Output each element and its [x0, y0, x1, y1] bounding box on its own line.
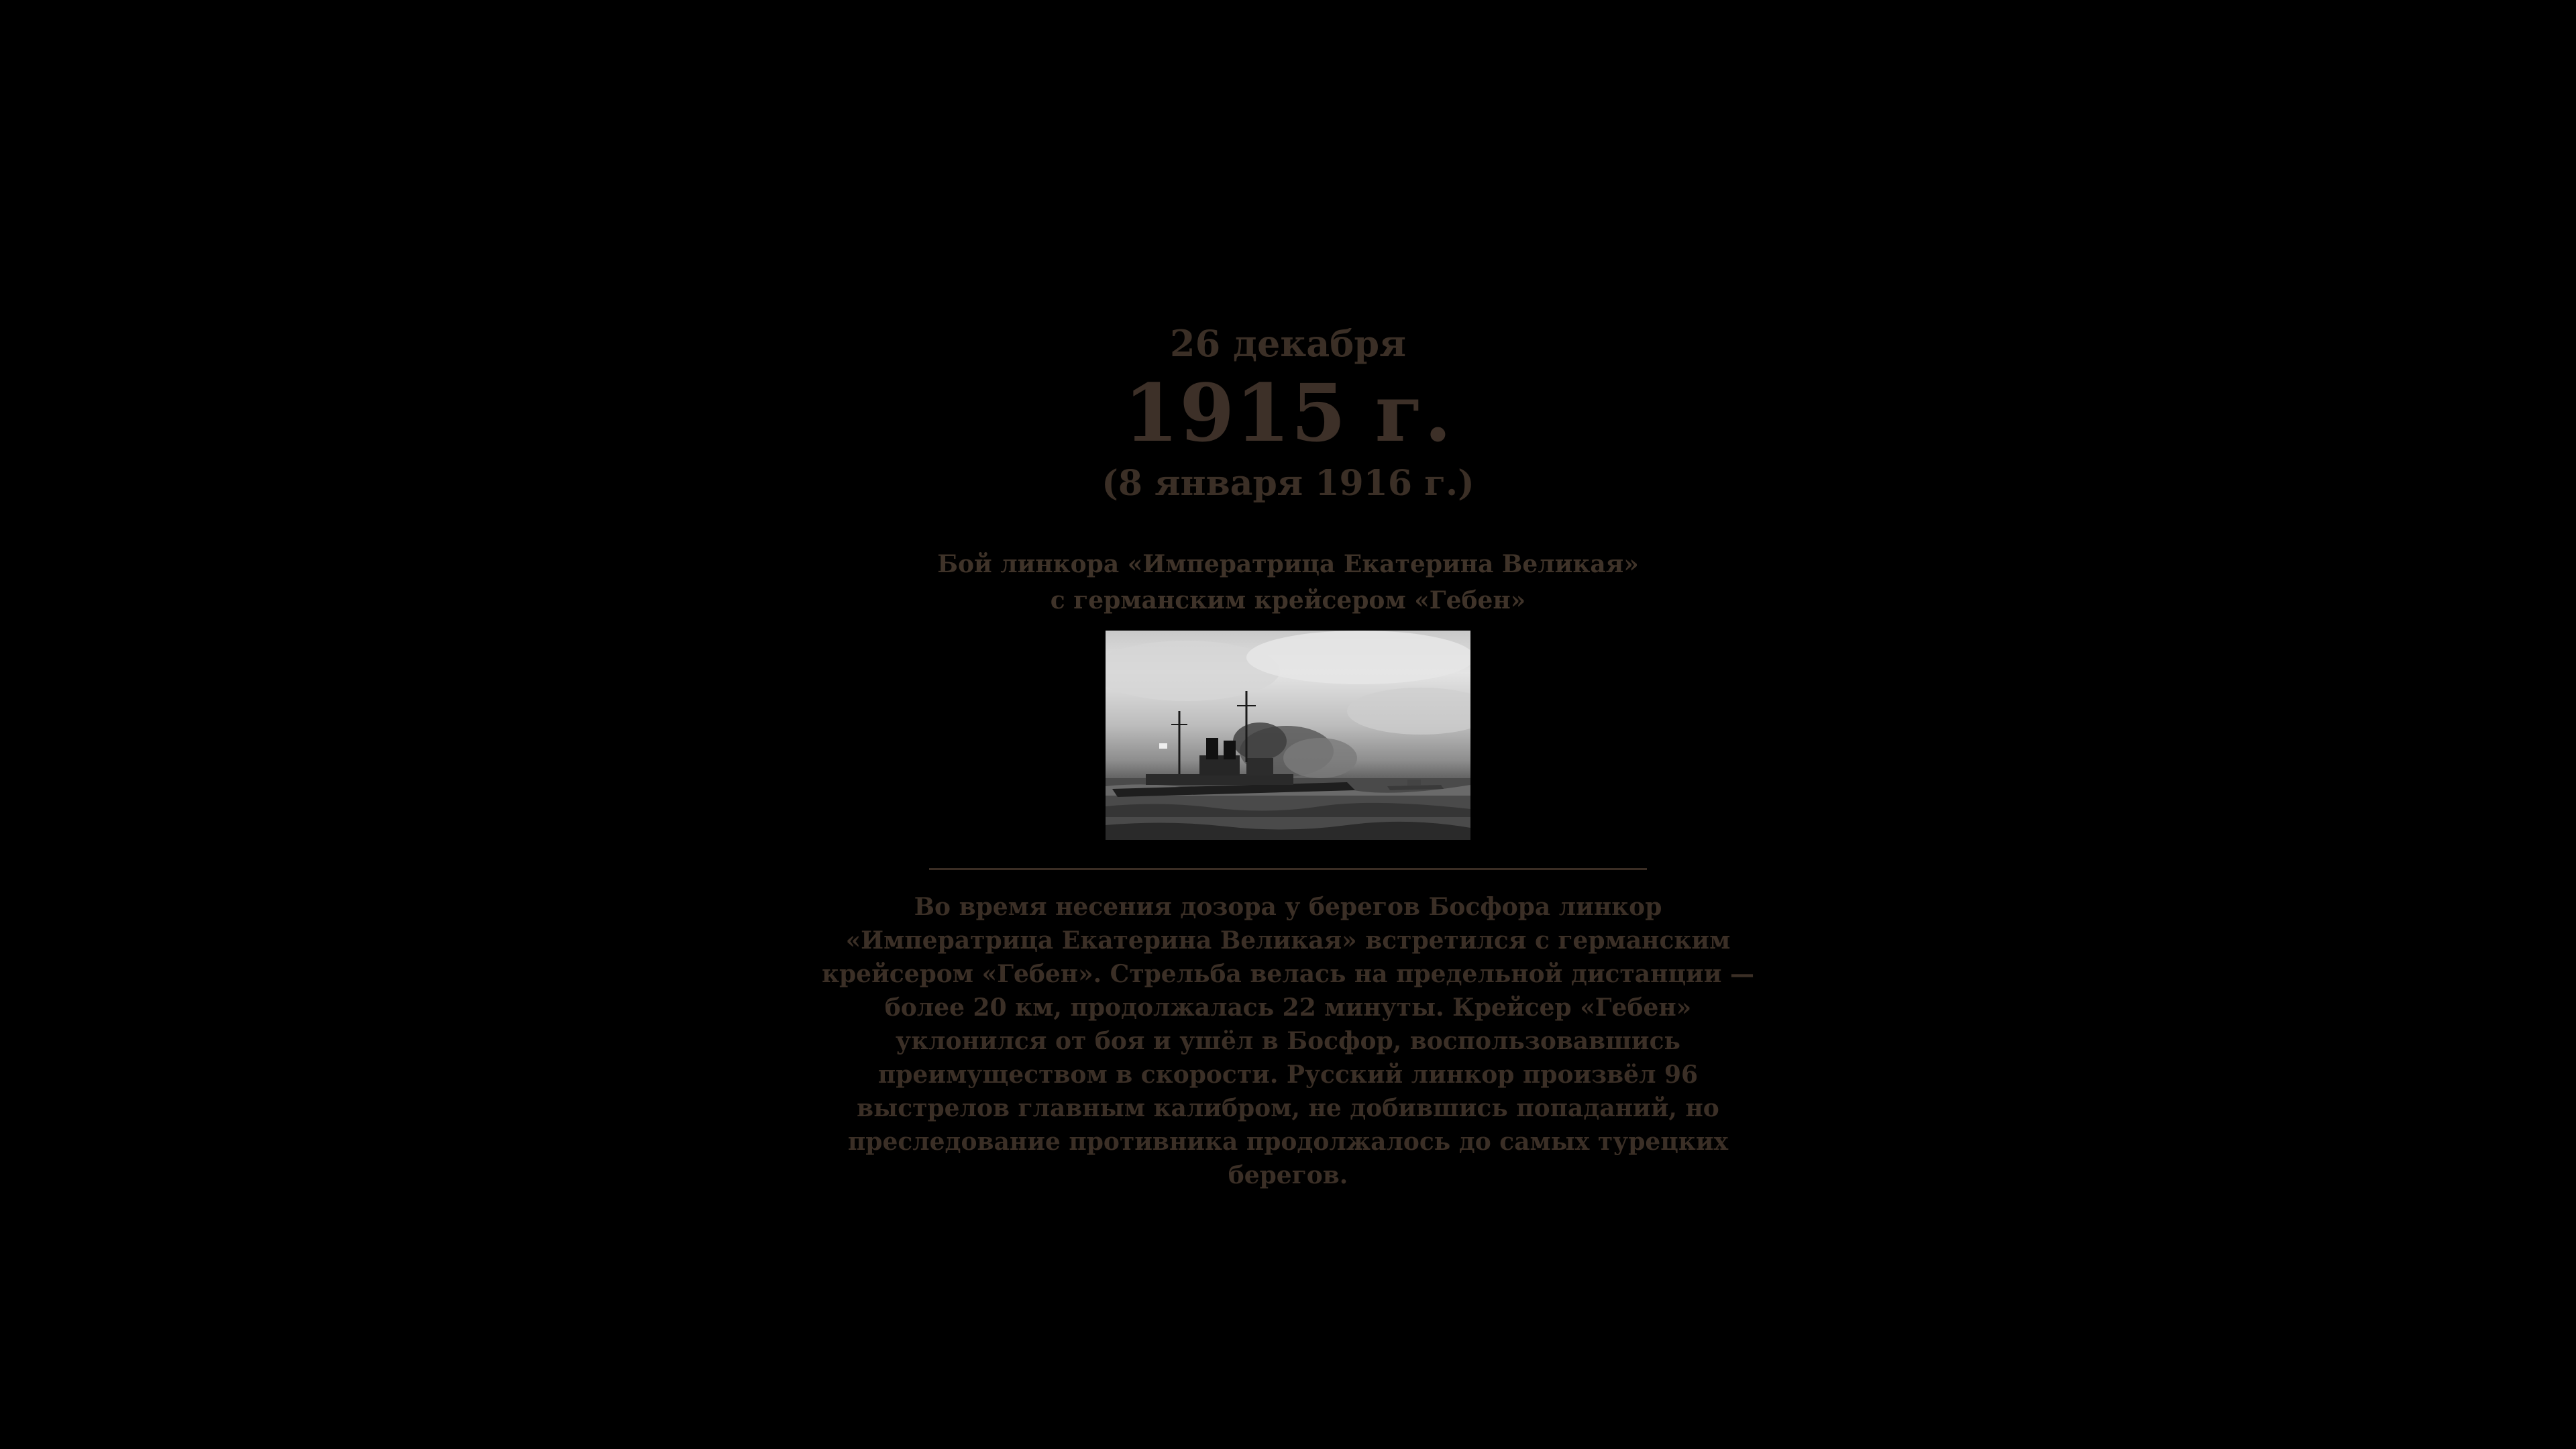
event-subtitle — [805, 546, 1771, 619]
event-subtitle-line-2: с германским крейсером «Гебен» — [1050, 586, 1526, 614]
battleship-painting-svg — [1106, 631, 1470, 840]
battleship-illustration — [1106, 631, 1470, 840]
event-date-year: 1915 г. — [1124, 366, 1452, 460]
event-card — [805, 322, 1771, 1192]
event-description: Во время несения дозора у берегов Босфора линкор «Императрица Екатерина Великая» встретился с германским крейсером «Гебен». Стрельба велась на предельной дистанции — более 20 км, продолжалась 22 минуты. Крейсер «Гебен» уклонился от боя и ушёл в Босфор, воспользовавшись преимуществом в скорости. Русский линкор произвёл 96 выстрелов главным калибром, не добившись попаданий, но преследование противника продолжалось до самых турецких берегов. — [822, 893, 1754, 1189]
section-divider — [929, 868, 1647, 870]
event-date-new-style: (8 января 1916 г.) — [1102, 463, 1474, 504]
event-date-day: 26 декабря — [1170, 322, 1406, 365]
event-subtitle-line-1: Бой линкора «Императрица Екатерина Великая» — [937, 550, 1639, 578]
